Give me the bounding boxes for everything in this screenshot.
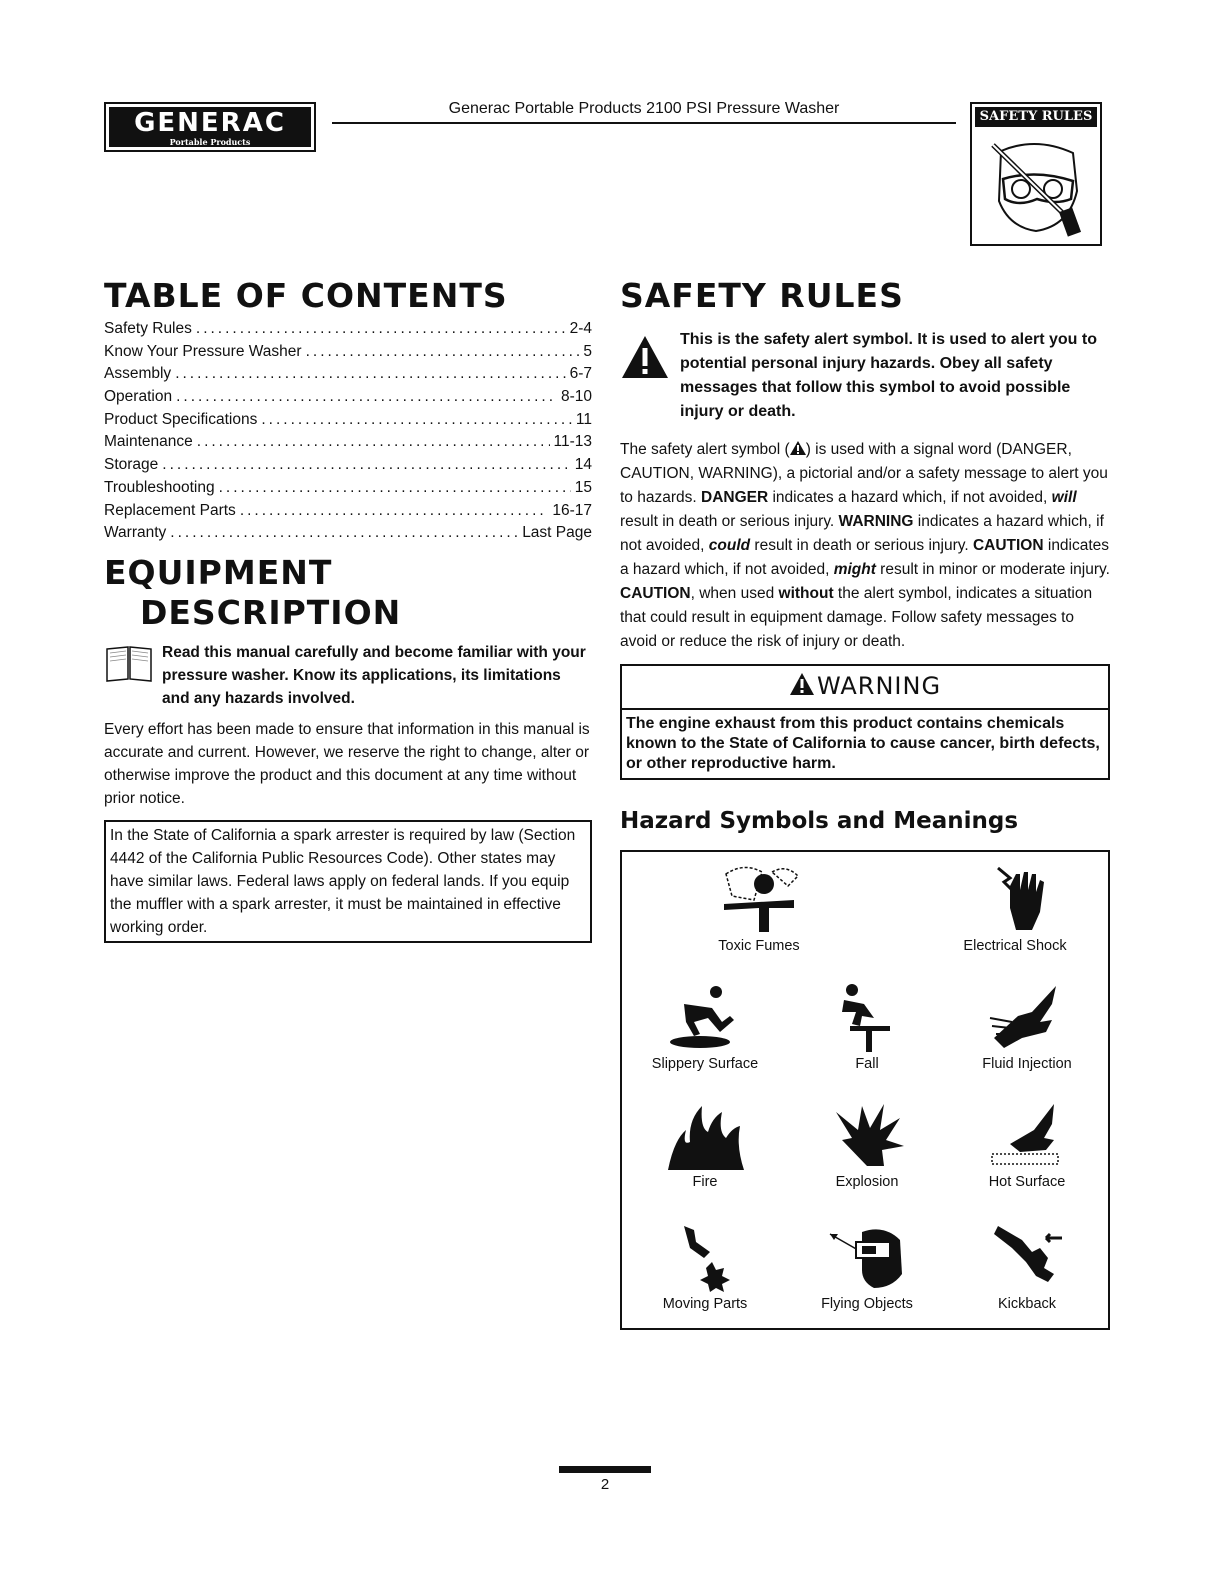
signal-text-part: the alert symbol, indicates a situation that could result in equipment damage. Follow safety messages to avoid or reduce the risk of injury or death. xyxy=(620,585,1093,650)
toc-entry-pages: 8-10 xyxy=(560,388,592,406)
toc-entry-pages: 11 xyxy=(575,410,592,428)
hazard-item xyxy=(630,1100,780,1190)
signal-text-part: result in death or serious injury. xyxy=(750,537,973,554)
toc-row[interactable] xyxy=(104,320,592,343)
toc-leader xyxy=(196,320,566,338)
california-notice: In the State of California a spark arrester is required by law (Section 4442 of the California Public Resources Code). Other states may have similar laws. Federal laws apply on federal lands. If you equip the muffler with a spark arrester, it must be maintained in effective working order. xyxy=(104,820,592,943)
toc-entry-name: Maintenance xyxy=(104,433,193,451)
toc-row[interactable] xyxy=(104,433,592,456)
warning-header xyxy=(622,666,1108,710)
slippery-surface-icon xyxy=(660,982,750,1052)
header-rule xyxy=(332,122,956,124)
safety-alert-inline-icon xyxy=(790,441,806,455)
hazard-item xyxy=(684,864,834,954)
electrical-shock-icon xyxy=(970,864,1060,934)
emphasis-will: will xyxy=(1051,489,1077,506)
hazard-item xyxy=(792,982,942,1072)
hazard-item xyxy=(952,982,1102,1072)
hazard-label: Toxic Fumes xyxy=(718,938,800,954)
emphasis-could: could xyxy=(708,537,751,554)
toc-leader xyxy=(175,365,565,383)
toc-entry-name: Troubleshooting xyxy=(104,478,215,496)
emphasis-might: might xyxy=(833,561,876,578)
toc-entry-pages: 6-7 xyxy=(569,365,592,383)
toc-leader xyxy=(240,502,549,520)
footer-bar xyxy=(559,1466,651,1473)
page-header xyxy=(104,98,1104,248)
signal-text-part: indicates a hazard which, if not avoided, xyxy=(620,537,1110,578)
fall-icon xyxy=(822,982,912,1052)
hazard-label: Explosion xyxy=(835,1174,899,1190)
toc-entry-pages: 11-13 xyxy=(553,433,592,451)
caution-word: CAUTION xyxy=(972,537,1044,554)
toc-entry-name: Warranty xyxy=(104,524,167,542)
signal-text-part: result in minor or moderate injury. xyxy=(875,561,1110,578)
moving-parts-icon xyxy=(660,1222,750,1292)
read-manual-notice xyxy=(104,641,592,710)
toc-leader xyxy=(162,456,570,474)
warning-header-text: WARNING xyxy=(816,672,942,700)
hazard-item xyxy=(792,1222,942,1312)
toc-row[interactable] xyxy=(104,456,592,479)
signal-text-part: indicates a hazard which, if not avoided, xyxy=(620,513,1104,554)
explosion-icon xyxy=(822,1100,912,1170)
book-icon xyxy=(104,643,154,683)
toc-entry-pages: Last Page xyxy=(522,524,592,542)
safety-alert-icon xyxy=(620,334,670,380)
flying-objects-icon xyxy=(822,1222,912,1292)
toc-entry-name: Know Your Pressure Washer xyxy=(104,342,302,360)
toc-row[interactable] xyxy=(104,479,592,502)
toc-entry-pages: 15 xyxy=(574,478,592,496)
toc-row[interactable] xyxy=(104,502,592,525)
hazard-item xyxy=(630,1222,780,1312)
hazard-label: Slippery Surface xyxy=(651,1056,759,1072)
toc-entry-pages: 5 xyxy=(583,342,592,360)
toc-entry-name: Replacement Parts xyxy=(104,501,236,519)
hazard-label: Flying Objects xyxy=(821,1296,913,1312)
hazard-label: Hot Surface xyxy=(988,1174,1066,1190)
hazard-label: Kickback xyxy=(997,1296,1057,1312)
logo-name: GENERAC xyxy=(134,108,286,138)
safety-alert-text: This is the safety alert symbol. It is used to alert you to potential personal injury hazards. Obey all safety messages that follow this symbol to avoid possible injury or death. xyxy=(680,331,1097,420)
signal-word-paragraph xyxy=(620,438,1110,654)
toc-leader xyxy=(261,411,572,429)
safety-alert-intro xyxy=(620,328,1110,424)
header-title: Generac Portable Products 2100 PSI Pressure Washer xyxy=(448,100,840,117)
toc-leader xyxy=(170,524,518,542)
left-column xyxy=(104,276,592,943)
hazard-label: Fall xyxy=(855,1056,879,1072)
toc-title: TABLE OF CONTENTS xyxy=(104,276,508,315)
hazard-symbols-title: Hazard Symbols and Meanings xyxy=(620,808,1019,834)
hazard-item xyxy=(630,982,780,1072)
toc-row[interactable] xyxy=(104,343,592,366)
equipment-title-line2: DESCRIPTION xyxy=(140,592,402,632)
generac-logo xyxy=(104,102,316,152)
toc-entry-name: Product Specifications xyxy=(104,410,258,428)
signal-text-part: result in death or serious injury. xyxy=(620,513,839,530)
badge-label: SAFETY RULES xyxy=(975,107,1097,127)
safety-goggles-wand-icon xyxy=(981,131,1091,241)
safety-alert-icon xyxy=(789,672,815,696)
hazard-item xyxy=(792,1100,942,1190)
hazard-item xyxy=(952,1222,1102,1312)
toxic-fumes-icon xyxy=(714,864,804,934)
hazard-label: Moving Parts xyxy=(662,1296,748,1312)
read-notice-text: Read this manual carefully and become familiar with your pressure washer. Know its applications, its limitations and any hazards involved. xyxy=(162,643,586,707)
hazard-symbols-grid xyxy=(620,850,1110,1330)
toc-leader xyxy=(306,343,580,361)
toc-row[interactable] xyxy=(104,411,592,434)
caution-word: CAUTION xyxy=(620,585,691,602)
signal-text-part: ) is used with a signal word (DANGER, CAUTION, WARNING), a pictorial and/or a safety message to alert you to hazards. xyxy=(620,441,1108,506)
accuracy-paragraph: Every effort has been made to ensure that information in this manual is accurate and current. However, we reserve the right to change, alter or otherwise improve the product and this document at any time without prior notice. xyxy=(104,720,590,807)
toc-entry-name: Assembly xyxy=(104,365,172,383)
equipment-title-line1: EQUIPMENT xyxy=(104,552,333,592)
equipment-description-title xyxy=(104,553,592,633)
toc-entry-name: Safety Rules xyxy=(104,320,192,337)
toc-row[interactable] xyxy=(104,388,592,411)
toc-leader xyxy=(219,479,571,497)
signal-text-part: indicates a hazard which, if not avoided, xyxy=(768,489,1052,506)
toc-leader xyxy=(176,388,557,406)
toc-row[interactable] xyxy=(104,524,592,547)
warning-box xyxy=(620,664,1110,780)
toc-entry-name: Storage xyxy=(104,456,159,474)
toc-entry-pages: 14 xyxy=(574,456,592,474)
fire-icon xyxy=(660,1100,750,1170)
toc-leader xyxy=(197,433,550,451)
hot-surface-icon xyxy=(982,1100,1072,1170)
hazard-item xyxy=(940,864,1090,954)
fluid-injection-icon xyxy=(982,982,1072,1052)
toc-entry-pages: 2-4 xyxy=(569,320,592,337)
right-column xyxy=(620,276,1110,1330)
signal-text-part: , when used xyxy=(690,585,779,602)
hazard-label: Electrical Shock xyxy=(963,938,1067,954)
warning-body: The engine exhaust from this product contains chemicals known to the State of California to cause cancer, birth defects, or other reproductive harm. xyxy=(626,715,1100,772)
toc-row[interactable] xyxy=(104,365,592,388)
table-of-contents xyxy=(104,320,592,547)
warning-word: WARNING xyxy=(838,513,914,530)
safety-rules-title: SAFETY RULES xyxy=(620,276,904,315)
hazard-label: Fire xyxy=(692,1174,718,1190)
hazard-label: Fluid Injection xyxy=(982,1056,1072,1072)
danger-word: DANGER xyxy=(701,489,769,506)
hazard-item xyxy=(952,1100,1102,1190)
page-number: 2 xyxy=(600,1476,610,1493)
logo-subtitle: Portable Products xyxy=(169,137,251,147)
toc-entry-name: Operation xyxy=(104,388,173,406)
kickback-icon xyxy=(982,1222,1072,1292)
toc-entry-pages: 16-17 xyxy=(552,501,592,519)
without-word: without xyxy=(778,585,834,602)
signal-text-part: The safety alert symbol ( xyxy=(620,441,790,458)
safety-rules-badge xyxy=(970,102,1102,246)
